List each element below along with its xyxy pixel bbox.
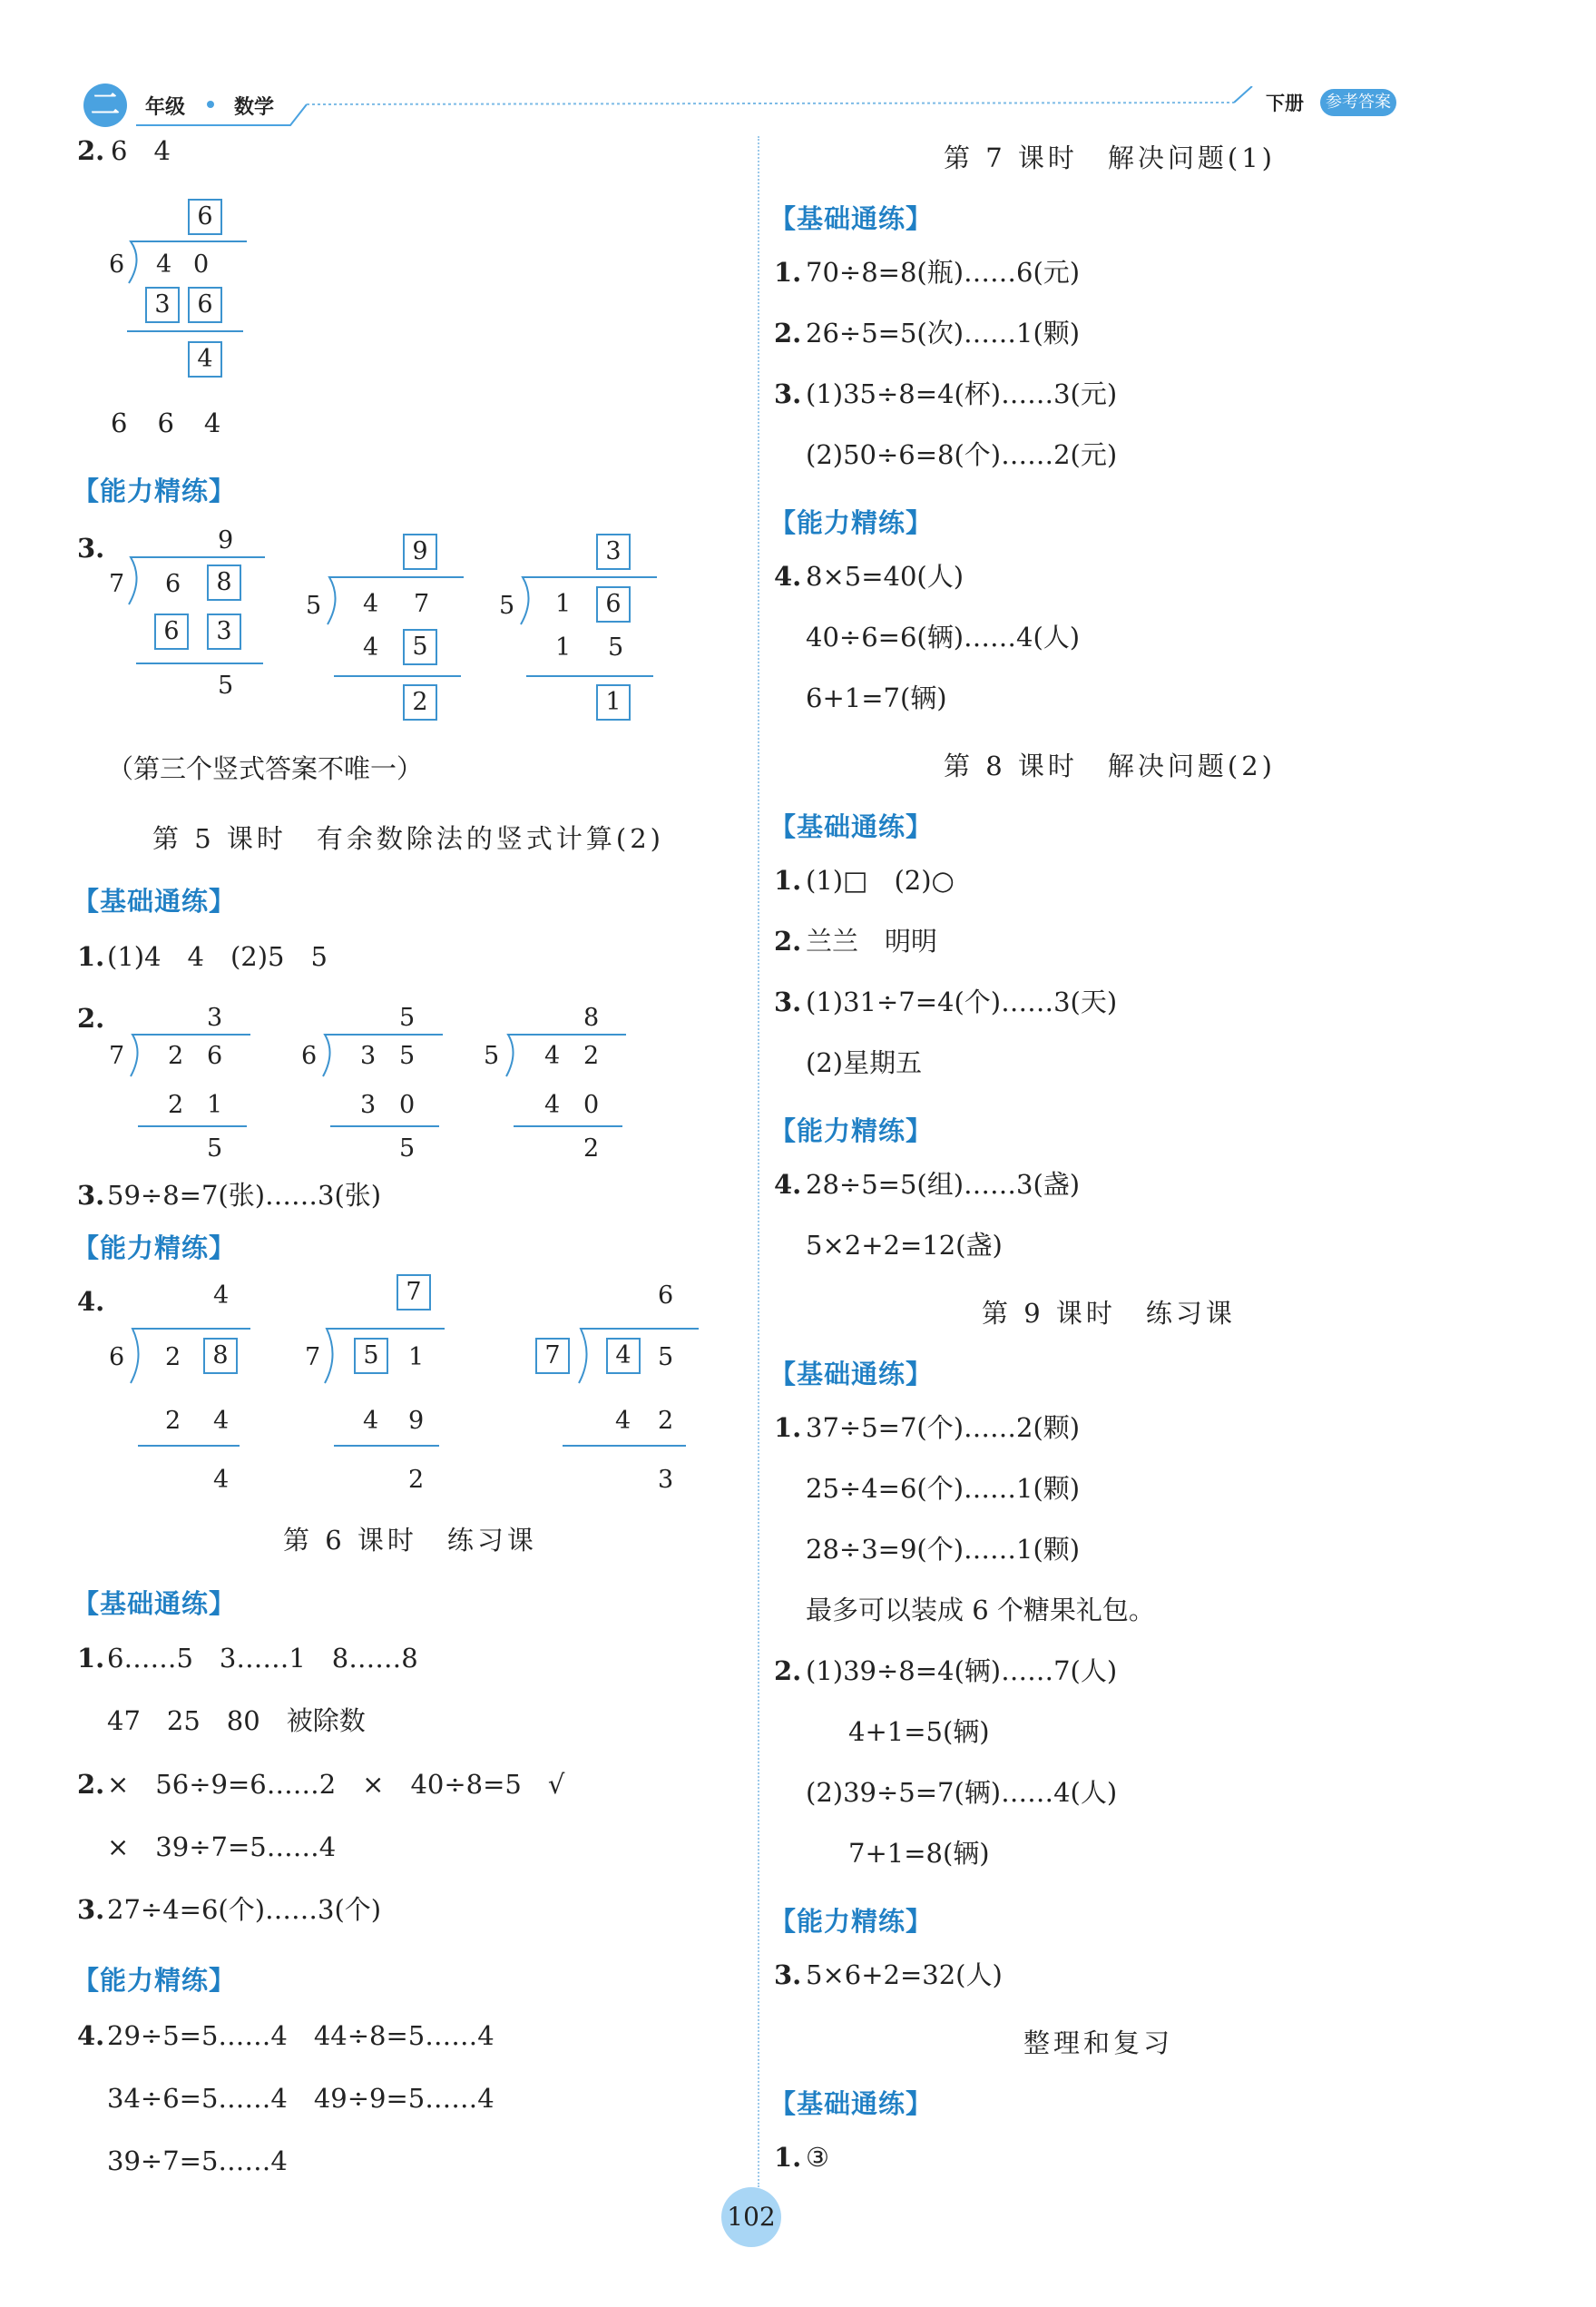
subtract-digit: 4 [363, 1407, 379, 1435]
lesson-title: 第 7 课时 解决问题(1) [944, 142, 1276, 173]
remainder-digit: 5 [218, 672, 234, 700]
answer-text: ③ [806, 2142, 829, 2173]
division-bracket [123, 240, 250, 285]
q-number: 1. [774, 257, 802, 288]
answer-text: (1)31÷7=4(个)……3(天) [806, 987, 1118, 1017]
divisor: 6 [109, 1343, 125, 1371]
dividend-digit: 5 [399, 1042, 416, 1070]
subtract-digit: 9 [408, 1407, 425, 1435]
answer-text: × 56÷9=6……2 × 40÷8=5 √ [107, 1769, 565, 1800]
division-bracket [501, 1033, 628, 1078]
answer-text: (2)39÷5=7(辆)……4(人) [806, 1777, 1118, 1808]
section-header: 【基础通练】 [73, 1588, 237, 1619]
subtract-digit: 2 [165, 1407, 181, 1435]
q-number: 1. [774, 2142, 802, 2173]
answer-box: 4 [188, 341, 222, 378]
q-number: 2. [774, 926, 802, 957]
answer-box: 3 [145, 287, 180, 323]
remainder-digit: 3 [658, 1466, 674, 1494]
answer-text: (1)□ (2)○ [806, 865, 955, 896]
q-number: 3. [77, 1180, 105, 1211]
q-number: 1. [774, 865, 802, 896]
section-header: 【基础通练】 [769, 2088, 934, 2119]
q-number: 1. [774, 1412, 802, 1443]
q-number: 3. [774, 987, 802, 1017]
answer-text: 6+1=7(辆) [806, 682, 947, 713]
answer-text: (2)星期五 [806, 1047, 923, 1078]
answer-text: 5×2+2=12(盏) [806, 1230, 1003, 1261]
division-bracket [125, 1033, 252, 1078]
q-number: 3. [774, 1959, 802, 1990]
lesson-title: 第 5 课时 有余数除法的竖式计算(2) [152, 823, 664, 854]
answer-box: 3 [596, 534, 631, 570]
subtract-digit: 4 [213, 1407, 230, 1435]
subtract-digit: 4 [615, 1407, 632, 1435]
answer-text: 70÷8=8(瓶)……6(元) [806, 257, 1081, 288]
quotient-digit: 5 [399, 1004, 416, 1032]
section-header: 【基础通练】 [769, 203, 934, 234]
divisor: 7 [109, 1042, 125, 1070]
divisor: 6 [301, 1042, 318, 1070]
answer-box: 5 [403, 629, 437, 665]
dividend-digit: 2 [165, 1343, 181, 1371]
q-number: 1. [77, 1643, 105, 1674]
subtraction-line [334, 1445, 439, 1447]
answer-badge: 参考答案 [1320, 89, 1396, 116]
remainder-digit: 4 [213, 1466, 230, 1494]
q-number: 4. [774, 561, 802, 592]
remainder-digit: 5 [207, 1134, 223, 1163]
q-number: 1. [77, 941, 105, 972]
section-header: 【能力精练】 [73, 1965, 237, 1996]
subtraction-line [138, 1445, 240, 1447]
subtraction-line [526, 675, 653, 677]
lesson-title: 第 9 课时 练习课 [982, 1298, 1236, 1329]
answer-text: 47 25 80 被除数 [107, 1705, 366, 1736]
division-bracket [515, 575, 661, 626]
dividend-digit: 6 [207, 1042, 223, 1070]
column-divider [758, 136, 759, 2187]
subtraction-line [330, 1125, 439, 1127]
q-number: 3. [774, 378, 802, 409]
answer-text: 6 4 [111, 135, 171, 166]
subtract-digit: 0 [399, 1091, 416, 1119]
subtraction-line [334, 675, 461, 677]
q-number: 2. [774, 318, 802, 349]
answer-text: 7+1=8(辆) [848, 1838, 990, 1869]
q-number: 2. [77, 135, 105, 166]
divisor: 6 [109, 250, 125, 279]
dividend-digit: 4 [156, 250, 172, 279]
subtraction-line [514, 1125, 622, 1127]
header-grade: 年级 [145, 96, 186, 119]
answer-box: 7 [535, 1338, 570, 1374]
lesson-title: 整理和复习 [1023, 2027, 1174, 2058]
answer-box: 6 [596, 586, 631, 623]
divisor: 5 [499, 592, 515, 620]
subtract-digit: 3 [360, 1091, 377, 1119]
answer-text: (1)4 4 (2)5 5 [107, 941, 328, 972]
subtract-digit: 5 [608, 633, 624, 662]
answer-text: 39÷7=5……4 [107, 2145, 288, 2176]
q-number: 2. [774, 1655, 802, 1686]
answer-text: 最多可以装成 6 个糖果礼包。 [806, 1595, 1155, 1625]
answer-box: 7 [397, 1274, 431, 1311]
subtract-digit: 1 [207, 1091, 223, 1119]
answer-text: 40÷6=6(辆)……4(人) [806, 622, 1081, 653]
quotient-digit: 6 [658, 1281, 674, 1310]
divisor: 7 [305, 1343, 321, 1371]
dividend-digit: 7 [414, 590, 430, 618]
dividend-digit: 4 [544, 1042, 561, 1070]
lesson-title: 第 6 课时 练习课 [283, 1525, 537, 1556]
q-number: 4. [774, 1169, 802, 1200]
header-subject: 数学 [234, 96, 275, 119]
answer-text: 6 6 4 [111, 407, 223, 438]
answer-box: 5 [354, 1338, 388, 1374]
header-rule [136, 86, 1270, 127]
q-number: 4. [77, 2020, 105, 2051]
answer-text: 4+1=5(辆) [848, 1716, 990, 1747]
answer-text: 34÷6=5……4 49÷9=5……4 [107, 2083, 494, 2114]
dividend-digit: 1 [408, 1343, 425, 1371]
answer-text: 29÷5=5……4 44÷8=5……4 [107, 2020, 494, 2051]
q-number: 4. [77, 1286, 105, 1317]
dividend-digit: 4 [363, 590, 379, 618]
subtract-digit: 0 [583, 1091, 600, 1119]
grade-circle: 二 [83, 83, 127, 127]
subtract-digit: 1 [555, 633, 572, 662]
answer-text: (1)35÷8=4(杯)……3(元) [806, 378, 1118, 409]
subtraction-line [127, 330, 243, 332]
dividend-digit: 0 [193, 250, 210, 279]
answer-box: 3 [207, 614, 241, 650]
answer-box: 6 [154, 614, 189, 650]
quotient-digit: 8 [583, 1004, 600, 1032]
division-bracket [318, 1033, 445, 1078]
dividend-digit: 6 [165, 570, 181, 598]
answer-text: 6……5 3……1 8……8 [107, 1643, 418, 1674]
answer-text: (2)50÷6=8(个)……2(元) [806, 439, 1118, 470]
divisor: 5 [484, 1042, 500, 1070]
remainder-digit: 2 [408, 1466, 425, 1494]
answer-text: 59÷8=7(张)……3(张) [107, 1180, 382, 1211]
answer-box: 6 [188, 199, 222, 235]
answer-text: × 39÷7=5……4 [107, 1831, 337, 1862]
note: （第三个竖式答案不唯一） [107, 753, 424, 784]
subtract-digit: 4 [363, 633, 379, 662]
answer-text: 兰兰 明明 [806, 926, 938, 957]
division-bracket [322, 575, 467, 626]
answer-box: 2 [403, 684, 437, 721]
answer-text: 8×5=40(人) [806, 561, 964, 592]
q-number: 3. [77, 533, 105, 564]
dividend-digit: 5 [658, 1343, 674, 1371]
divisor: 7 [109, 570, 125, 598]
header-volume: 下册 [1266, 93, 1304, 114]
answer-box: 8 [207, 564, 241, 601]
section-header: 【能力精练】 [73, 1232, 237, 1263]
q-number: 2. [77, 1003, 105, 1034]
subtraction-line [138, 1125, 247, 1127]
quotient-digit: 4 [213, 1281, 230, 1310]
answer-text: (1)39÷8=4(辆)……7(人) [806, 1655, 1118, 1686]
quotient-digit: 3 [207, 1004, 223, 1032]
subtraction-line [563, 1445, 686, 1447]
remainder-digit: 2 [583, 1134, 600, 1163]
dividend-digit: 1 [555, 590, 572, 618]
division-bracket [123, 555, 269, 606]
section-header: 【基础通练】 [769, 811, 934, 842]
subtraction-line [136, 663, 263, 664]
answer-text: 25÷4=6(个)……1(颗) [806, 1473, 1081, 1504]
answer-text: 27÷4=6(个)……3(个) [107, 1894, 382, 1925]
subtract-digit: 2 [658, 1407, 674, 1435]
section-header: 【能力精练】 [769, 1115, 934, 1146]
dividend-digit: 3 [360, 1042, 377, 1070]
subtract-digit: 2 [168, 1091, 184, 1119]
section-header: 【基础通练】 [769, 1359, 934, 1389]
subtract-digit: 4 [544, 1091, 561, 1119]
answer-text: 5×6+2=32(人) [806, 1959, 1003, 1990]
q-number: 2. [77, 1769, 105, 1800]
answer-text: 28÷3=9(个)……1(颗) [806, 1534, 1081, 1565]
section-header: 【能力精练】 [73, 476, 237, 506]
remainder-digit: 5 [399, 1134, 416, 1163]
lesson-title: 第 8 课时 解决问题(2) [944, 751, 1276, 781]
page-number: 102 [721, 2187, 781, 2247]
dividend-digit: 2 [168, 1042, 184, 1070]
answer-box: 9 [403, 534, 437, 570]
section-header: 【能力精练】 [769, 507, 934, 538]
section-header: 【能力精练】 [769, 1906, 934, 1937]
answer-text: 26÷5=5(次)……1(颗) [806, 318, 1081, 349]
answer-box: 4 [606, 1338, 641, 1374]
quotient-digit: 9 [218, 526, 234, 555]
answer-box: 6 [188, 287, 222, 323]
dividend-digit: 2 [583, 1042, 600, 1070]
section-header: 【基础通练】 [73, 886, 237, 917]
answer-text: 28÷5=5(组)……3(盏) [806, 1169, 1081, 1200]
answer-box: 8 [203, 1338, 238, 1374]
answer-box: 1 [596, 684, 631, 721]
divisor: 5 [306, 592, 322, 620]
q-number: 3. [77, 1894, 105, 1925]
answer-text: 37÷5=7(个)……2(颗) [806, 1412, 1081, 1443]
